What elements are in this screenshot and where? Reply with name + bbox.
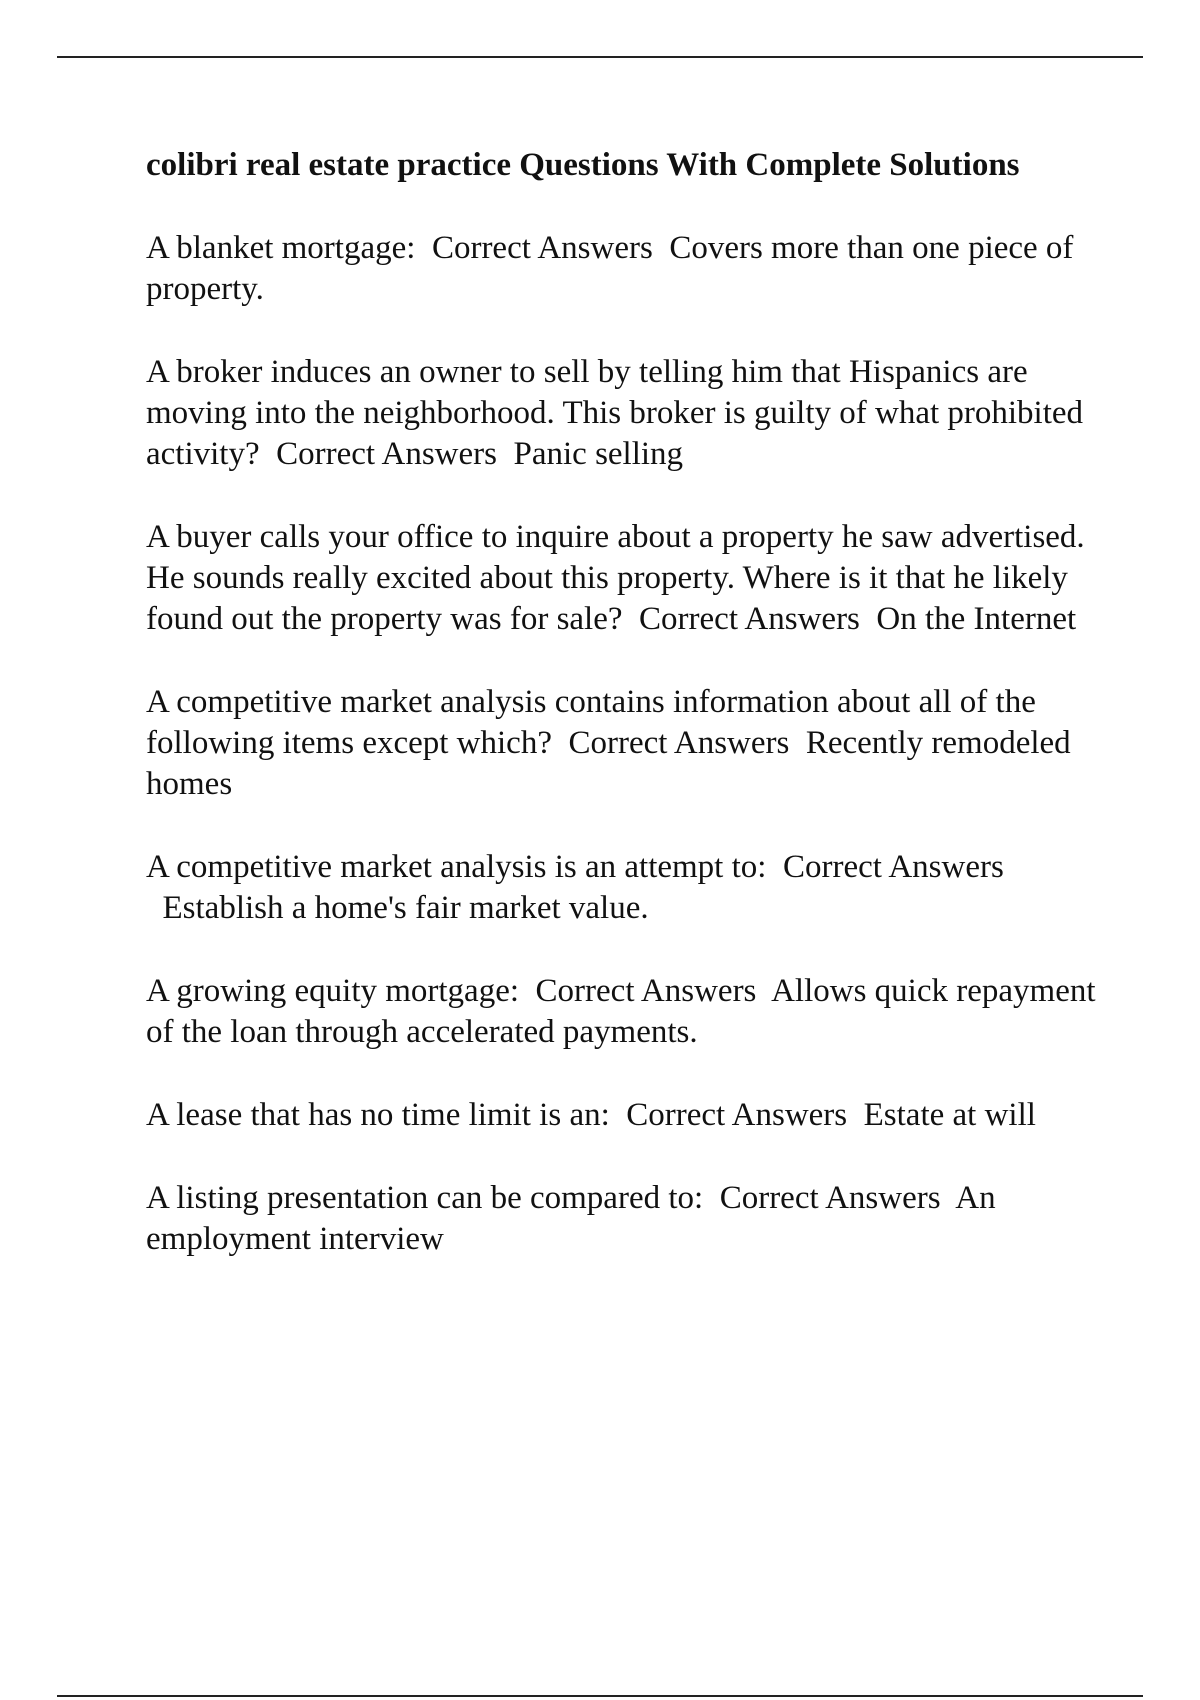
answer-label: Correct Answers — [719, 1180, 941, 1216]
answer-label: Correct Answers — [782, 849, 1004, 885]
answer-text: An employment interview — [146, 1180, 996, 1257]
qa-item — [146, 517, 1096, 640]
qa-item — [146, 228, 1096, 310]
answer-text: Recently remodeled homes — [146, 725, 1071, 802]
answer-label: Correct Answers — [639, 601, 860, 637]
answer-text: On the Internet — [876, 601, 1077, 637]
bottom-divider — [57, 1695, 1143, 1697]
question-text: A competitive market analysis is an attempt to: — [146, 849, 767, 885]
answer-label: Correct Answers — [568, 725, 790, 761]
qa-list — [146, 228, 1096, 1260]
answer-label: Correct Answers — [276, 436, 497, 472]
document-body — [146, 145, 1096, 1260]
question-text: A growing equity mortgage: — [146, 973, 520, 1009]
answer-text: Estate at will — [863, 1097, 1036, 1133]
page-title: colibri real estate practice Questions With Complete Solutions — [146, 147, 1020, 183]
question-text: A broker induces an owner to sell by telling him that Hispanics are moving into the neighborhood. This broker is guilty of what prohibited activity? — [146, 354, 1084, 472]
answer-label: Correct Answers — [535, 973, 757, 1009]
question-text: A lease that has no time limit is an: — [146, 1097, 610, 1133]
qa-item — [146, 1178, 1096, 1260]
qa-item — [146, 971, 1096, 1053]
question-text: A listing presentation can be compared to: — [146, 1180, 704, 1216]
top-divider — [57, 56, 1143, 58]
answer-text: Covers more than one piece of property. — [146, 230, 1074, 307]
answer-text: Allows quick repayment of the loan through accelerated payments. — [146, 973, 1096, 1050]
qa-item — [146, 1095, 1096, 1136]
question-text: A buyer calls your office to inquire about a property he saw advertised. He sounds really excited about this property. Where is it that he likely found out the property was for sale? — [146, 519, 1085, 637]
question-text: A blanket mortgage: — [146, 230, 416, 266]
answer-label: Correct Answers — [626, 1097, 848, 1133]
qa-item — [146, 682, 1096, 805]
answer-label: Correct Answers — [431, 230, 653, 266]
qa-item — [146, 847, 1096, 929]
question-text: A competitive market analysis contains information about all of the following items except which? — [146, 684, 1036, 761]
answer-text: Establish a home's fair market value. — [162, 890, 649, 926]
answer-text: Panic selling — [513, 436, 684, 472]
qa-item — [146, 352, 1096, 475]
